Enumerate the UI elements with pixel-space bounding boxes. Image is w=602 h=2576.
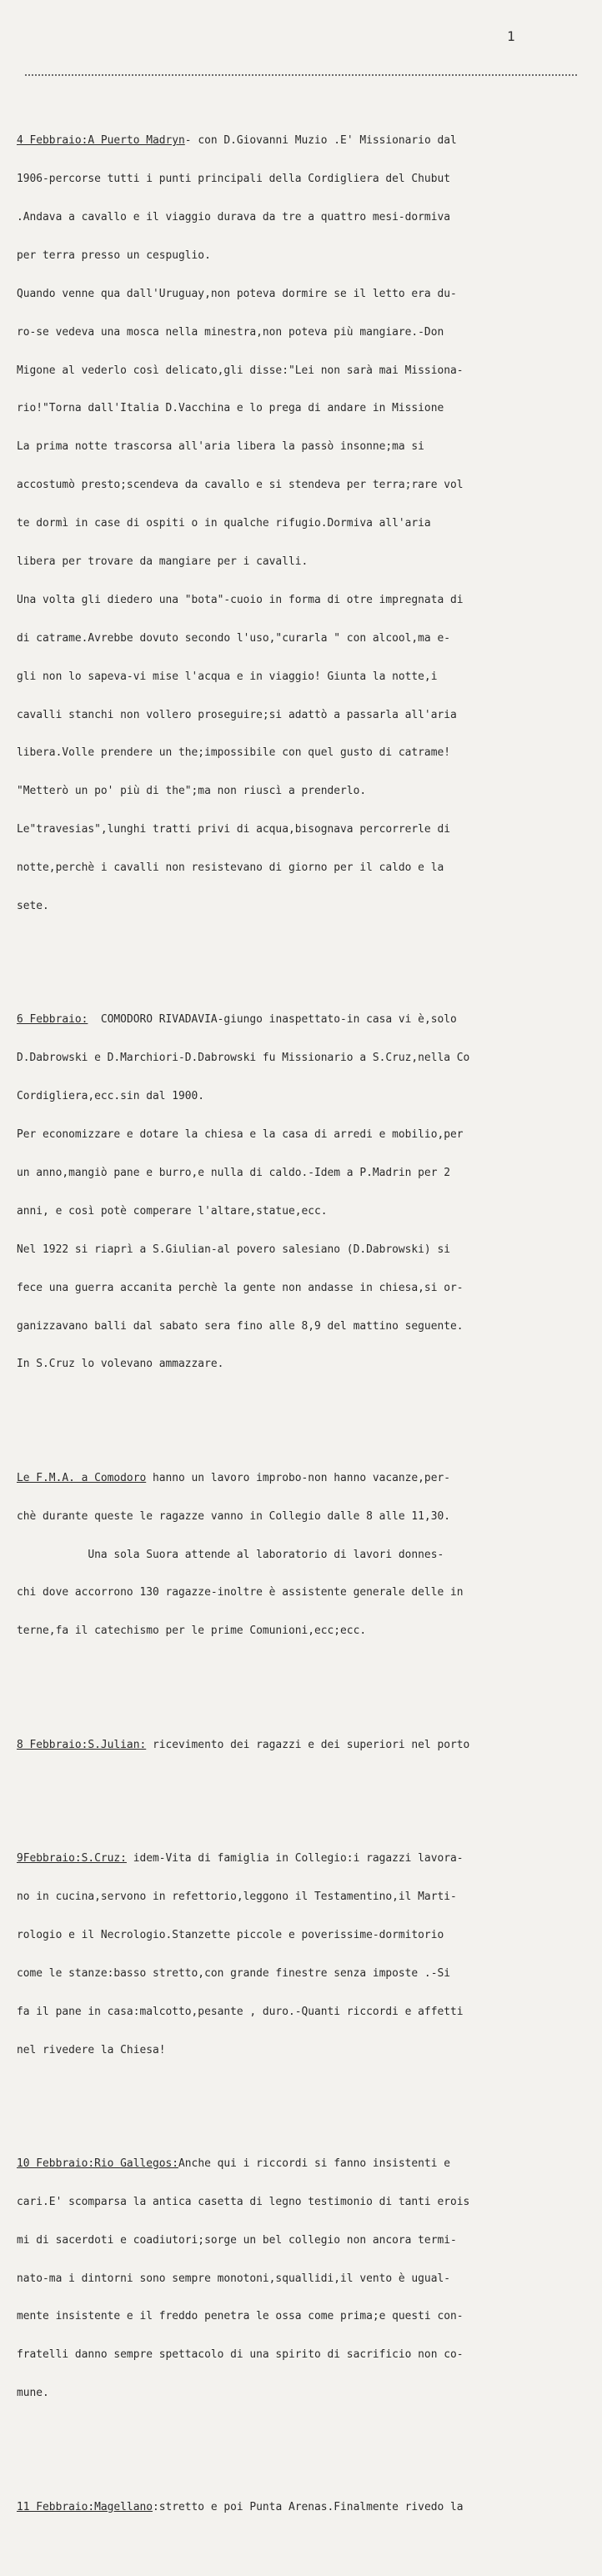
entry-line: te dormì in case di ospiti o in qualche rifugio.Dormiva all'aria xyxy=(17,517,431,530)
entry-text: ricevimento dei ragazzi e dei superiori nel porto xyxy=(146,1738,470,1751)
entry-line: cari.E' scomparsa la antica casetta di legno testimonio di tanti erois xyxy=(17,2195,470,2208)
entry-10-febbraio xyxy=(17,2132,592,2425)
entry-line: 1906-percorse tutti i punti principali della Cordigliera del Chubut xyxy=(17,173,450,186)
entry-8-febbraio xyxy=(17,1713,592,1776)
entry-heading: 8 Febbraio:S.Julian: xyxy=(17,1738,147,1751)
entry-line: ganizzavano balli dal sabato sera fino alle 8,9 del mattino seguente. xyxy=(17,1319,464,1333)
entry-line: di catrame.Avrebbe dovuto secondo l'uso,"curarla " con alcool,ma e- xyxy=(17,631,450,645)
entry-line xyxy=(17,1013,592,1026)
entry-heading: Le F.M.A. a Comodoro xyxy=(17,1471,147,1484)
entry-4-febbraio xyxy=(17,109,592,938)
entry-line: In S.Cruz lo volevano ammazzare. xyxy=(17,1358,224,1371)
entry-line: La prima notte trascorsa all'aria libera la passò insonne;ma si xyxy=(17,440,424,454)
entry-line: Quando venne qua dall'Uruguay,non poteva dormire se il letto era du- xyxy=(17,287,457,300)
entry-line: .Andava a cavallo e il viaggio durava da tre a quattro mesi-dormiva xyxy=(17,210,450,223)
entry-line xyxy=(17,2501,592,2513)
entry-text: COMODORO RIVADAVIA-giungo inaspettato-in casa vi è,solo xyxy=(88,1013,457,1027)
entry-11-febbraio xyxy=(17,2475,592,2538)
page-number: 1 xyxy=(507,28,515,44)
entry-line: libera.Volle prendere un the;impossibile con quel gusto di catrame! xyxy=(17,746,450,760)
document-body xyxy=(17,83,592,2576)
entry-line: accostumò presto;scendeva da cavallo e si stendeva per terra;rare vol xyxy=(17,479,464,492)
entry-line: mune. xyxy=(17,2387,49,2400)
entry-line xyxy=(17,134,592,147)
entry-line xyxy=(17,1852,592,1865)
entry-line xyxy=(17,1472,592,1484)
entry-line: nel rivedere la Chiesa! xyxy=(17,2043,166,2056)
entry-9-febbraio xyxy=(17,1826,592,2081)
entry-line: cavalli stanchi non vollero proseguire;si adattò a passarla all'aria xyxy=(17,708,457,721)
entry-line: ro-se vedeva una mosca nella minestra,non poteva più mangiare.-Don xyxy=(17,325,444,339)
entry-text: Anche qui i riccordi si fanno insistenti e xyxy=(178,2157,450,2170)
entry-line: anni, e così potè comperare l'altare,statue,ecc. xyxy=(17,1204,328,1218)
entry-line: Migone al vederlo così delicato,gli disse:"Lei non sarà mai Missiona- xyxy=(17,364,464,377)
entry-line: mente insistente e il freddo penetra le ossa come prima;e questi con- xyxy=(17,2310,464,2323)
entry-line: sete. xyxy=(17,900,49,912)
entry-line: chi dove accorrono 130 ragazze-inoltre è assistente generale delle in xyxy=(17,1586,464,1599)
entry-text: :stretto e poi Punta Arenas.Finalmente rivedo la xyxy=(152,2500,464,2513)
entry-line: notte,perchè i cavalli non resistevano di giorno per il caldo e la xyxy=(17,861,444,875)
entry-line: fratelli danno sempre spettacolo di una spirito di sacrificio non co- xyxy=(17,2348,464,2362)
entry-line: Le"travesias",lunghi tratti privi di acqua,bisognava percorrerle di xyxy=(17,823,450,836)
entry-text: hanno un lavoro improbo-non hanno vacanze,per- xyxy=(146,1471,450,1484)
entry-heading: 11 Febbraio:Magellano xyxy=(17,2500,153,2513)
entry-line: "Metterò un po' più di the";ma non riuscì a prenderlo. xyxy=(17,785,367,798)
entry-line: Cordigliera,ecc.sin dal 1900. xyxy=(17,1090,205,1103)
entry-line xyxy=(17,1739,592,1751)
entry-text: idem-Vita di famiglia in Collegio:i ragazzi lavora- xyxy=(126,1852,464,1865)
entry-line: mi di sacerdoti e coadiutori;sorge un bel collegio non ancora termi- xyxy=(17,2233,457,2247)
entry-line: come le stanze:basso stretto,con grande finestre senza imposte .-Si xyxy=(17,1966,450,1980)
dotted-separator xyxy=(25,74,577,76)
entry-fma-comodoro xyxy=(17,1446,592,1663)
entry-heading: 6 Febbraio: xyxy=(17,1013,88,1027)
entry-line: Per economizzare e dotare la chiesa e la casa di arredi e mobilio,per xyxy=(17,1128,464,1142)
entry-line: rologio e il Necrologio.Stanzette piccole e poverissime-dormitorio xyxy=(17,1928,444,1941)
entry-line: rio!"Torna dall'Italia D.Vacchina e lo prega di andare in Missione xyxy=(17,402,444,415)
entry-line: D.Dabrowski e D.Marchiori-D.Dabrowski fu Missionario a S.Cruz,nella Co xyxy=(17,1052,470,1065)
entry-line: terne,fa il catechismo per le prime Comunioni,ecc;ecc. xyxy=(17,1624,367,1638)
entry-text: - con D.Giovanni Muzio .E' Missionario dal xyxy=(184,134,457,148)
entry-line: Una volta gli diedero una "bota"-cuoio in forma di otre impregnata di xyxy=(17,593,464,606)
entry-heading: 10 Febbraio:Rio Gallegos: xyxy=(17,2157,179,2170)
entry-line: Nel 1922 si riaprì a S.Giulian-al povero salesiano (D.Dabrowski) si xyxy=(17,1243,450,1256)
entry-line: per terra presso un cespuglio. xyxy=(17,249,211,262)
entry-line: nato-ma i dintorni sono sempre monotoni,squallidi,il vento è ugual- xyxy=(17,2272,450,2285)
entry-line: Una sola Suora attende al laboratorio di lavori donnes- xyxy=(17,1548,444,1561)
entry-line: gli non lo sapeva-vi mise l'acqua e in viaggio! Giunta la notte,i xyxy=(17,670,438,683)
entry-line: libera per trovare da mangiare per i cavalli. xyxy=(17,555,309,568)
entry-line: chè durante queste le ragazze vanno in Collegio dalle 8 alle 11,30. xyxy=(17,1509,450,1523)
entry-line: un anno,mangiò pane e burro,e nulla di caldo.-Idem a P.Madrin per 2 xyxy=(17,1166,450,1179)
entry-6-febbraio xyxy=(17,988,592,1397)
entry-line xyxy=(17,2157,592,2170)
entry-heading: 4 Febbraio:A Puerto Madryn xyxy=(17,134,185,148)
entry-heading: 9Febbraio:S.Cruz: xyxy=(17,1852,127,1865)
entry-line: fece una guerra accanita perchè la gente non andasse in chiesa,si or- xyxy=(17,1281,464,1294)
entry-line: no in cucina,servono in refettorio,leggono il Testamentino,il Marti- xyxy=(17,1890,457,1903)
entry-line: fa il pane in casa:malcotto,pesante , duro.-Quanti riccordi e affetti xyxy=(17,2005,464,2018)
